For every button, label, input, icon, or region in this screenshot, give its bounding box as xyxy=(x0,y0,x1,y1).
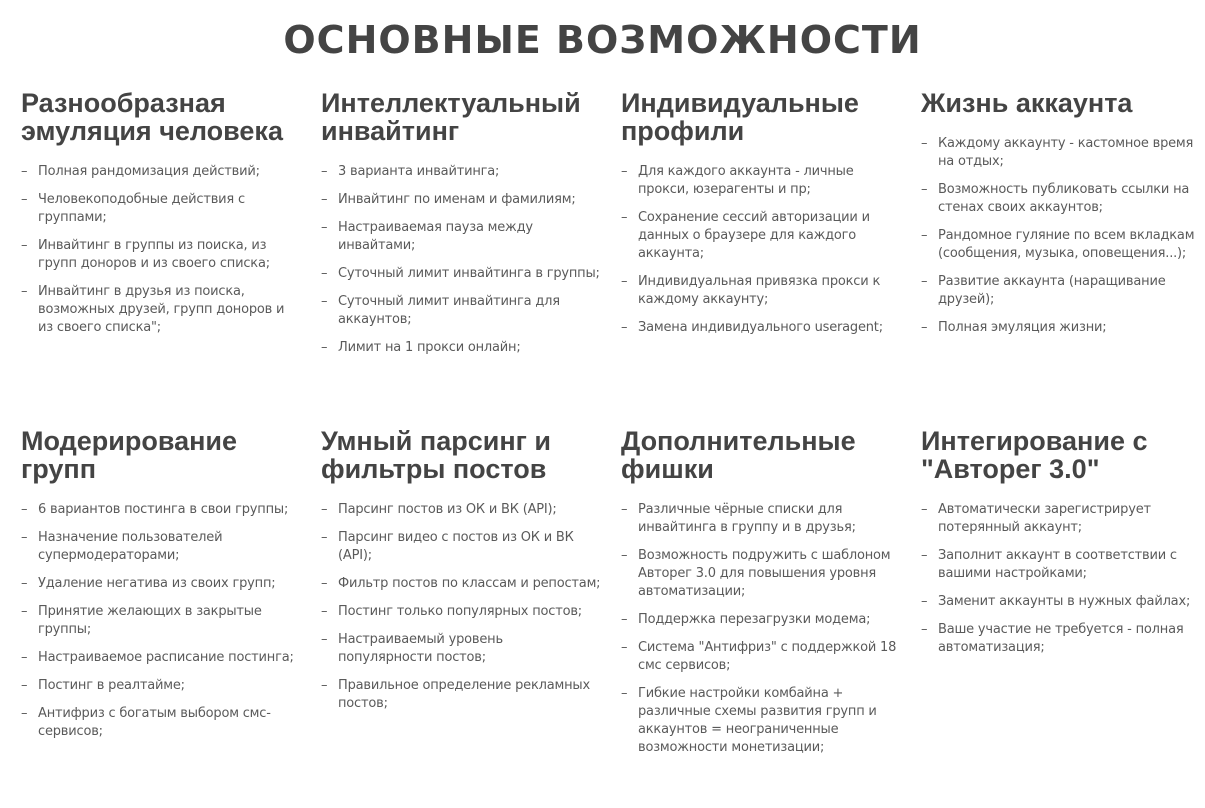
list-item: – Заменит аккаунты в нужных файлах; xyxy=(921,594,1191,609)
list-item: – Парсинг видео с постов из ОК и ВК (API); xyxy=(321,530,574,563)
dash-bullet-icon: – xyxy=(321,604,328,619)
feature-title: Интегирование с "Авторег 3.0" xyxy=(921,426,1148,484)
feature-extras xyxy=(621,427,901,767)
dash-bullet-icon: – xyxy=(321,678,328,693)
dash-bullet-icon: – xyxy=(21,706,28,721)
list-item: – Каждому аккаунту - кастомное время на отдых; xyxy=(921,136,1194,169)
list-item: – Назначение пользователей супермодераторами; xyxy=(21,530,223,563)
list-item: – Лимит на 1 прокси онлайн; xyxy=(321,340,521,355)
list-item: – Гибкие настройки комбайна + различные схемы развития групп и аккаунтов = неограниченные возможности монетизации; xyxy=(621,686,877,755)
dash-bullet-icon: – xyxy=(321,530,328,545)
list-item: – Возможность подружить с шаблоном Авторег 3.0 для повышения уровня автоматизации; xyxy=(621,548,891,599)
dash-bullet-icon: – xyxy=(621,274,628,289)
list-item: – Ваше участие не требуется - полная автоматизация; xyxy=(921,622,1184,655)
feature-list xyxy=(621,163,901,337)
feature-group-moderation xyxy=(21,427,301,751)
dash-bullet-icon: – xyxy=(621,548,628,563)
feature-list xyxy=(21,501,301,741)
feature-title: Жизнь аккаунта xyxy=(921,88,1133,118)
dash-bullet-icon: – xyxy=(921,594,928,609)
dash-bullet-icon: – xyxy=(921,320,928,335)
feature-title: Умный парсинг и фильтры постов xyxy=(321,426,551,484)
dash-bullet-icon: – xyxy=(321,220,328,235)
dash-bullet-icon: – xyxy=(621,210,628,225)
list-item: – Замена индивидуального useragent; xyxy=(621,320,883,335)
list-item: – Человекоподобные действия с группами; xyxy=(21,192,245,225)
dash-bullet-icon: – xyxy=(21,530,28,545)
dash-bullet-icon: – xyxy=(921,228,928,243)
list-item: – Заполнит аккаунт в соответствии с вашими настройками; xyxy=(921,548,1177,581)
dash-bullet-icon: – xyxy=(21,502,28,517)
list-item: – Инвайтинг по именам и фамилиям; xyxy=(321,192,576,207)
list-item: – Настраиваемое расписание постинга; xyxy=(21,650,294,665)
list-item: – Удаление негатива из своих групп; xyxy=(21,576,276,591)
feature-account-life xyxy=(921,89,1201,347)
dash-bullet-icon: – xyxy=(21,164,28,179)
dash-bullet-icon: – xyxy=(321,632,328,647)
page-title: ОСНОВНЫЕ ВОЗМОЖНОСТИ xyxy=(283,18,922,62)
feature-smart-parsing xyxy=(321,427,601,723)
dash-bullet-icon: – xyxy=(321,192,328,207)
feature-list xyxy=(921,135,1201,337)
list-item: – Антифриз с богатым выбором смс-сервисов; xyxy=(21,706,271,739)
feature-title: Дополнительные фишки xyxy=(621,426,856,484)
feature-title: Модерирование групп xyxy=(21,426,238,484)
feature-human-emulation xyxy=(21,89,301,347)
dash-bullet-icon: – xyxy=(921,182,928,197)
list-item: – Сохранение сессий авторизации и данных о браузере для каждого аккаунта; xyxy=(621,210,870,261)
dash-bullet-icon: – xyxy=(321,502,328,517)
dash-bullet-icon: – xyxy=(21,192,28,207)
list-item: – Фильтр постов по классам и репостам; xyxy=(321,576,601,591)
list-item: – Полная эмуляция жизни; xyxy=(921,320,1107,335)
list-item: – Возможность публиковать ссылки на стенах своих аккаунтов; xyxy=(921,182,1190,215)
list-item: – Различные чёрные списки для инвайтинга в группу и в друзья; xyxy=(621,502,856,535)
list-item: – Для каждого аккаунта - личные прокси, юзерагенты и пр; xyxy=(621,164,854,197)
feature-list xyxy=(621,501,901,757)
dash-bullet-icon: – xyxy=(621,640,628,655)
list-item: – Принятие желающих в закрытые группы; xyxy=(21,604,262,637)
list-item: – Настраиваемый уровень популярности постов; xyxy=(321,632,503,665)
dash-bullet-icon: – xyxy=(21,284,28,299)
list-item: – Полная рандомизация действий; xyxy=(21,164,260,179)
list-item: – Инвайтинг в группы из поиска, из групп доноров и из своего списка; xyxy=(21,238,270,271)
dash-bullet-icon: – xyxy=(921,548,928,563)
feature-list xyxy=(321,501,601,713)
feature-list xyxy=(321,163,601,357)
list-item: – 3 варианта инвайтинга; xyxy=(321,164,500,179)
dash-bullet-icon: – xyxy=(621,320,628,335)
dash-bullet-icon: – xyxy=(21,650,28,665)
dash-bullet-icon: – xyxy=(321,164,328,179)
list-item: – Рандомное гуляние по всем вкладкам (сообщения, музыка, оповещения...); xyxy=(921,228,1195,261)
feature-autoreg-integration xyxy=(921,427,1201,667)
dash-bullet-icon: – xyxy=(21,678,28,693)
feature-list xyxy=(921,501,1201,657)
dash-bullet-icon: – xyxy=(921,622,928,637)
list-item: – Постинг только популярных постов; xyxy=(321,604,582,619)
dash-bullet-icon: – xyxy=(321,294,328,309)
list-item: – Инвайтинг в друзья из поиска, возможных друзей, групп доноров и из своего списка"; xyxy=(21,284,285,335)
dash-bullet-icon: – xyxy=(921,274,928,289)
list-item: – Постинг в реалтайме; xyxy=(21,678,185,693)
dash-bullet-icon: – xyxy=(921,502,928,517)
feature-list xyxy=(21,163,301,337)
feature-title: Разнообразная эмуляция человека xyxy=(21,88,283,146)
dash-bullet-icon: – xyxy=(621,164,628,179)
dash-bullet-icon: – xyxy=(621,502,628,517)
dash-bullet-icon: – xyxy=(321,340,328,355)
feature-title: Интеллектуальный инвайтинг xyxy=(321,88,581,146)
list-item: – Автоматически зарегистрирует потерянный аккаунт; xyxy=(921,502,1151,535)
list-item: – Суточный лимит инвайтинга в группы; xyxy=(321,266,600,281)
list-item: – Правильное определение рекламных постов; xyxy=(321,678,590,711)
dash-bullet-icon: – xyxy=(321,576,328,591)
dash-bullet-icon: – xyxy=(921,136,928,151)
list-item: – Настраиваемая пауза между инвайтами; xyxy=(321,220,533,253)
dash-bullet-icon: – xyxy=(621,686,628,701)
dash-bullet-icon: – xyxy=(21,604,28,619)
dash-bullet-icon: – xyxy=(621,612,628,627)
list-item: – 6 вариантов постинга в свои группы; xyxy=(21,502,289,517)
list-item: – Система "Антифриз" с поддержкой 18 смс сервисов; xyxy=(621,640,897,673)
list-item: – Парсинг постов из ОК и ВК (API); xyxy=(321,502,557,517)
feature-smart-inviting xyxy=(321,89,601,367)
feature-title: Индивидуальные профили xyxy=(621,88,859,146)
dash-bullet-icon: – xyxy=(21,238,28,253)
feature-individual-profiles xyxy=(621,89,901,347)
dash-bullet-icon: – xyxy=(21,576,28,591)
list-item: – Индивидуальная привязка прокси к каждому аккаунту; xyxy=(621,274,881,307)
dash-bullet-icon: – xyxy=(321,266,328,281)
list-item: – Суточный лимит инвайтинга для аккаунтов; xyxy=(321,294,560,327)
list-item: – Развитие аккаунта (наращивание друзей); xyxy=(921,274,1166,307)
list-item: – Поддержка перезагрузки модема; xyxy=(621,612,871,627)
